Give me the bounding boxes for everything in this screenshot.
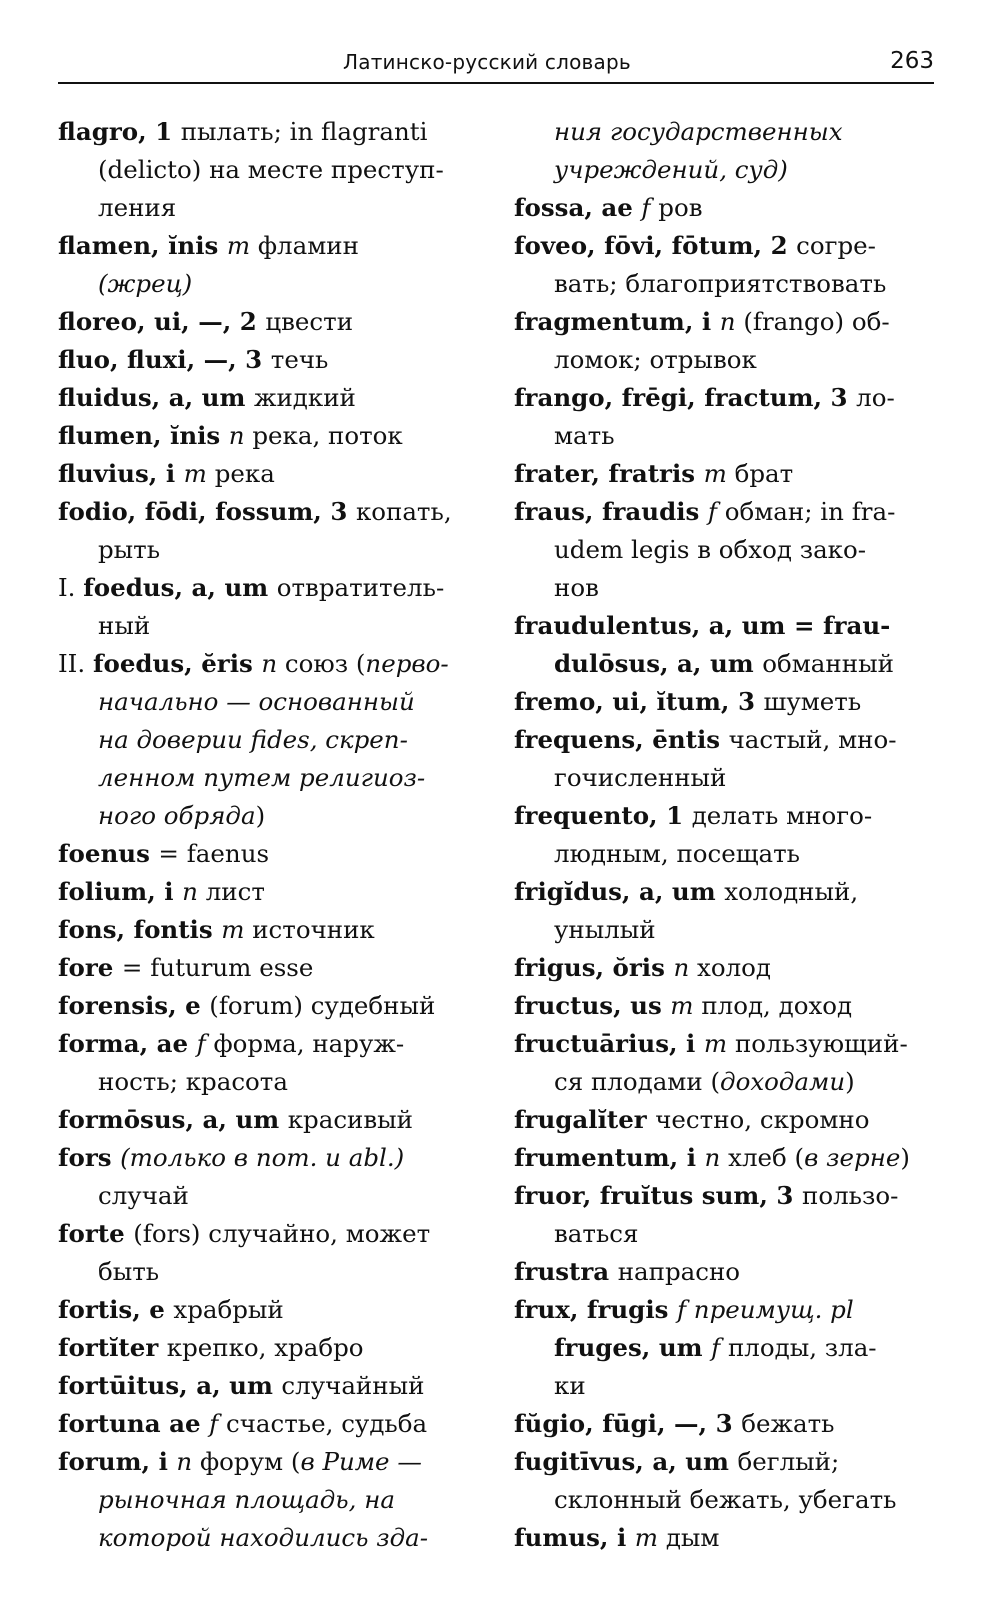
headword: fossa, ae bbox=[514, 193, 642, 222]
dictionary-line bbox=[58, 417, 476, 455]
dictionary-line bbox=[58, 1405, 476, 1443]
definition-text: плоды, зла- bbox=[727, 1333, 877, 1362]
dictionary-line bbox=[514, 835, 934, 873]
dictionary-line bbox=[514, 683, 934, 721]
dictionary-line bbox=[514, 1101, 934, 1139]
definition-text: (forum) судебный bbox=[209, 991, 436, 1020]
definition-text: брат bbox=[734, 459, 794, 488]
definition-text: ломок; отрывок bbox=[554, 345, 757, 374]
dictionary-line bbox=[514, 303, 934, 341]
headword: frequens, ēntis bbox=[514, 725, 729, 754]
headword: fluidus, a, um bbox=[58, 383, 254, 412]
dictionary-line bbox=[514, 1291, 934, 1329]
headword: flamen, bbox=[58, 231, 169, 260]
dictionary-line bbox=[514, 341, 934, 379]
dictionary-line bbox=[58, 1177, 476, 1215]
dictionary-line bbox=[514, 113, 934, 151]
definition-text: шуметь bbox=[763, 687, 862, 716]
headword: foenus bbox=[58, 839, 159, 868]
dictionary-line bbox=[514, 949, 934, 987]
definition-text: река bbox=[214, 459, 275, 488]
dictionary-line bbox=[514, 1519, 934, 1557]
definition-text: обманный bbox=[762, 649, 894, 678]
italic-text: ленном путем религиоз- bbox=[98, 763, 426, 792]
headword: frango, frēgi, fractum, 3 bbox=[514, 383, 857, 412]
definition-text: честно, скромно bbox=[655, 1105, 870, 1134]
dictionary-line bbox=[58, 1215, 476, 1253]
headword: fruges, um bbox=[554, 1333, 712, 1362]
dictionary-line bbox=[514, 759, 934, 797]
definition-text: udem legis в обход зако- bbox=[554, 535, 867, 564]
italic-text: (только в nom. и abl.) bbox=[120, 1143, 405, 1172]
definition-text: случай bbox=[98, 1181, 189, 1210]
headword: fugitīvus, a, um bbox=[514, 1447, 738, 1476]
definition-text: ления bbox=[98, 193, 177, 222]
italic-text: на доверии fides, скреп- bbox=[98, 725, 408, 754]
dictionary-line bbox=[514, 1063, 934, 1101]
italic-text: в зерне bbox=[804, 1143, 901, 1172]
headword: folium, i bbox=[58, 877, 183, 906]
definition-text: ) bbox=[845, 1067, 855, 1096]
dictionary-line bbox=[58, 683, 476, 721]
dictionary-line bbox=[58, 265, 476, 303]
dictionary-line bbox=[514, 1329, 934, 1367]
headword: fortĭter bbox=[58, 1333, 167, 1362]
dictionary-line bbox=[514, 531, 934, 569]
italic-text: f bbox=[711, 1333, 728, 1362]
dictionary-line bbox=[58, 797, 476, 835]
definition-text: ло- bbox=[856, 383, 895, 412]
definition-text: людным, посещать bbox=[554, 839, 801, 868]
dictionary-line bbox=[514, 721, 934, 759]
definition-text: счастье, судьба bbox=[226, 1409, 428, 1438]
italic-text: m bbox=[703, 1029, 735, 1058]
dictionary-line bbox=[58, 1329, 476, 1367]
headword: frigus, ŏris bbox=[514, 953, 674, 982]
running-header bbox=[58, 44, 934, 84]
headword: frequento, 1 bbox=[514, 801, 692, 830]
headword: fons, fontis bbox=[58, 915, 222, 944]
definition-text: хлеб ( bbox=[728, 1143, 805, 1172]
definition-text: согре- bbox=[796, 231, 876, 260]
dictionary-line bbox=[58, 1025, 476, 1063]
headword: formōsus, a, um bbox=[58, 1105, 288, 1134]
definition-text: ваться bbox=[554, 1219, 639, 1248]
definition-text: копать, bbox=[355, 497, 452, 526]
definition-text: частый, мно- bbox=[728, 725, 897, 754]
dictionary-line bbox=[58, 113, 476, 151]
definition-text: холод bbox=[697, 953, 771, 982]
italic-text: рыночная площадь, на bbox=[98, 1485, 395, 1514]
definition-text: (fors) случайно, может bbox=[133, 1219, 431, 1248]
dictionary-line bbox=[514, 607, 934, 645]
definition-text: склонный бежать, убегать bbox=[554, 1485, 897, 1514]
headword: fortis, e bbox=[58, 1295, 174, 1324]
dictionary-line bbox=[58, 531, 476, 569]
headword: fraus, fraudis bbox=[514, 497, 708, 526]
dictionary-line bbox=[58, 379, 476, 417]
dictionary-line bbox=[58, 987, 476, 1025]
definition-text: ) bbox=[255, 801, 266, 830]
headword: fumus, i bbox=[514, 1523, 635, 1552]
italic-text: n bbox=[228, 421, 253, 450]
dictionary-line bbox=[58, 493, 476, 531]
headword: fore bbox=[58, 953, 122, 982]
definition-text: течь bbox=[270, 345, 329, 374]
dictionary-line bbox=[58, 227, 476, 265]
dictionary-line bbox=[58, 569, 476, 607]
definition-text: мать bbox=[554, 421, 615, 450]
italic-text: m bbox=[670, 991, 702, 1020]
definition-text: ки bbox=[554, 1371, 586, 1400]
definition-text: ность; красота bbox=[98, 1067, 288, 1096]
dictionary-line bbox=[514, 417, 934, 455]
italic-text: (жрец) bbox=[98, 269, 193, 298]
italic-text: в Риме — bbox=[300, 1447, 422, 1476]
dictionary-line bbox=[58, 1443, 476, 1481]
definition-text: рыть bbox=[98, 535, 161, 564]
definition-text: унылый bbox=[554, 915, 656, 944]
italic-text: n bbox=[673, 953, 698, 982]
headword: frumentum, i bbox=[514, 1143, 705, 1172]
headword: frater, fratris bbox=[514, 459, 704, 488]
dictionary-line bbox=[514, 569, 934, 607]
headword: fortūitus, a, um bbox=[58, 1371, 282, 1400]
dictionary-line bbox=[514, 645, 934, 683]
dictionary-line bbox=[514, 151, 934, 189]
headword: fructuārius, i bbox=[514, 1029, 704, 1058]
italic-text: которой находились зда- bbox=[98, 1523, 428, 1552]
definition-text: ров bbox=[658, 193, 703, 222]
dictionary-line bbox=[514, 227, 934, 265]
dictionary-line bbox=[58, 911, 476, 949]
headword: dulōsus, a, um bbox=[554, 649, 763, 678]
definition-text: пылать; in flagranti bbox=[180, 117, 428, 146]
dictionary-line bbox=[58, 873, 476, 911]
definition-text: (frango) об- bbox=[743, 307, 890, 336]
dictionary-line bbox=[514, 1253, 934, 1291]
italic-text: n bbox=[176, 1447, 200, 1476]
italic-text: f bbox=[196, 1029, 214, 1058]
dictionary-line bbox=[514, 265, 934, 303]
headword: foedus, ĕris bbox=[92, 649, 262, 678]
headword: forte bbox=[58, 1219, 134, 1248]
headword: fructus, us bbox=[514, 991, 671, 1020]
definition-text: = faenus bbox=[158, 839, 270, 868]
right-column bbox=[514, 113, 934, 1557]
definition-text: напрасно bbox=[617, 1257, 741, 1286]
dictionary-line bbox=[514, 1177, 934, 1215]
definition-text: беглый; bbox=[737, 1447, 840, 1476]
dictionary-line bbox=[58, 341, 476, 379]
italic-text: f преимущ. pl bbox=[676, 1295, 854, 1324]
definition-text: бежать bbox=[741, 1409, 835, 1438]
dictionary-line bbox=[58, 607, 476, 645]
dictionary-line bbox=[58, 949, 476, 987]
headword: forum, i bbox=[58, 1447, 177, 1476]
dictionary-line bbox=[58, 1139, 476, 1177]
dictionary-line bbox=[58, 1291, 476, 1329]
dictionary-line bbox=[514, 379, 934, 417]
dictionary-line bbox=[514, 1481, 934, 1519]
headword: fortuna ae bbox=[58, 1409, 210, 1438]
italic-text: m bbox=[634, 1523, 666, 1552]
definition-text: цвести bbox=[265, 307, 354, 336]
italic-text: m bbox=[226, 231, 258, 260]
dictionary-line bbox=[514, 1443, 934, 1481]
definition-text: обман; in fra- bbox=[724, 497, 896, 526]
headword: fraudulentus, a, um = frau- bbox=[514, 611, 891, 640]
definition-text: ся плодами ( bbox=[554, 1067, 721, 1096]
dictionary-line bbox=[514, 1405, 934, 1443]
italic-text: перво- bbox=[365, 649, 449, 678]
dictionary-line bbox=[58, 189, 476, 227]
definition-text: II. bbox=[58, 649, 93, 678]
headword: frugalĭter bbox=[514, 1105, 656, 1134]
definition-text: вать; благоприятствовать bbox=[554, 269, 887, 298]
dictionary-line bbox=[58, 645, 476, 683]
italic-text: m bbox=[221, 915, 253, 944]
definition-text: гочисленный bbox=[554, 763, 727, 792]
dictionary-line bbox=[514, 1139, 934, 1177]
headword: flumen, ĭnis bbox=[58, 421, 229, 450]
headword: fragmentum, i bbox=[514, 307, 720, 336]
definition-text: делать много- bbox=[691, 801, 873, 830]
italic-text: f bbox=[707, 497, 725, 526]
italic-text: m bbox=[703, 459, 735, 488]
dictionary-line bbox=[58, 835, 476, 873]
dictionary-line bbox=[58, 455, 476, 493]
definition-text: ) bbox=[900, 1143, 910, 1172]
definition-text: нов bbox=[554, 573, 599, 602]
definition-text: (delicto) на месте преступ- bbox=[98, 155, 444, 184]
headword: fŭgio, fūgi, —, 3 bbox=[514, 1409, 742, 1438]
headword: fodio, fōdi, fossum, 3 bbox=[58, 497, 356, 526]
headword: frux, frugis bbox=[514, 1295, 677, 1324]
definition-text: храбрый bbox=[173, 1295, 284, 1324]
definition-text: союз ( bbox=[284, 649, 366, 678]
headword: ĭnis bbox=[168, 231, 227, 260]
dictionary-line bbox=[514, 1367, 934, 1405]
dictionary-line bbox=[58, 759, 476, 797]
header-title: Латинско-русский словарь bbox=[343, 50, 631, 74]
definition-text: отвратитель- bbox=[276, 573, 445, 602]
definition-text: жидкий bbox=[253, 383, 356, 412]
definition-text: форум ( bbox=[200, 1447, 301, 1476]
dictionary-line bbox=[514, 797, 934, 835]
dictionary-line bbox=[58, 151, 476, 189]
dictionary-line bbox=[514, 189, 934, 227]
page-number: 263 bbox=[890, 48, 934, 74]
definition-text: пользующий- bbox=[734, 1029, 908, 1058]
dictionary-line bbox=[58, 1253, 476, 1291]
definition-text: фламин bbox=[257, 231, 359, 260]
definition-text: река, поток bbox=[252, 421, 403, 450]
italic-text: n bbox=[719, 307, 744, 336]
dictionary-line bbox=[514, 455, 934, 493]
headword: forensis, e bbox=[58, 991, 210, 1020]
definition-text: крепко, храбро bbox=[166, 1333, 364, 1362]
headword: foedus, a, um bbox=[83, 573, 277, 602]
definition-text: форма, наруж- bbox=[213, 1029, 405, 1058]
italic-text: f bbox=[641, 193, 659, 222]
dictionary-line bbox=[58, 721, 476, 759]
definition-text: случайный bbox=[281, 1371, 425, 1400]
dictionary-line bbox=[58, 1063, 476, 1101]
definition-text: ный bbox=[98, 611, 151, 640]
definition-text: источник bbox=[252, 915, 375, 944]
italic-text: начально — основанный bbox=[98, 687, 415, 716]
dictionary-line bbox=[58, 1101, 476, 1139]
definition-text: красивый bbox=[287, 1105, 413, 1134]
headword: forma, ae bbox=[58, 1029, 197, 1058]
italic-text: n bbox=[182, 877, 206, 906]
left-column bbox=[58, 113, 476, 1557]
definition-text: быть bbox=[98, 1257, 160, 1286]
headword: fors bbox=[58, 1143, 121, 1172]
headword: floreo, ui, —, 2 bbox=[58, 307, 266, 336]
dictionary-line bbox=[58, 303, 476, 341]
definition-text: = futurum esse bbox=[121, 953, 314, 982]
dictionary-line bbox=[514, 987, 934, 1025]
dictionary-line bbox=[514, 911, 934, 949]
italic-text: n bbox=[261, 649, 285, 678]
definition-text: холодный, bbox=[724, 877, 859, 906]
definition-text: пользо- bbox=[801, 1181, 899, 1210]
dictionary-line bbox=[514, 1025, 934, 1063]
definition-text: I. bbox=[58, 573, 84, 602]
dictionary-line bbox=[514, 1215, 934, 1253]
dictionary-line bbox=[58, 1367, 476, 1405]
definition-text: плод, доход bbox=[701, 991, 853, 1020]
dictionary-line bbox=[58, 1519, 476, 1557]
dictionary-line bbox=[514, 493, 934, 531]
headword: frigĭdus, a, um bbox=[514, 877, 725, 906]
dictionary-line bbox=[58, 1481, 476, 1519]
italic-text: f bbox=[209, 1409, 226, 1438]
headword: fremo, ui, ĭtum, 3 bbox=[514, 687, 764, 716]
italic-text: ного обряда bbox=[98, 801, 256, 830]
italic-text: доходами bbox=[720, 1067, 846, 1096]
italic-text: n bbox=[704, 1143, 729, 1172]
headword: fluo, fluxi, —, 3 bbox=[58, 345, 271, 374]
italic-text: m bbox=[183, 459, 215, 488]
definition-text: дым bbox=[665, 1523, 720, 1552]
headword: fruor, fruĭtus sum, 3 bbox=[514, 1181, 802, 1210]
headword: frustra bbox=[514, 1257, 618, 1286]
italic-text: ния государственных bbox=[554, 117, 843, 146]
definition-text: лист bbox=[205, 877, 265, 906]
headword: foveo, fōvi, fōtum, 2 bbox=[514, 231, 797, 260]
italic-text: учреждений, суд) bbox=[554, 155, 788, 184]
dictionary-line bbox=[514, 873, 934, 911]
headword: fluvius, i bbox=[58, 459, 184, 488]
headword: flagro, 1 bbox=[58, 117, 181, 146]
